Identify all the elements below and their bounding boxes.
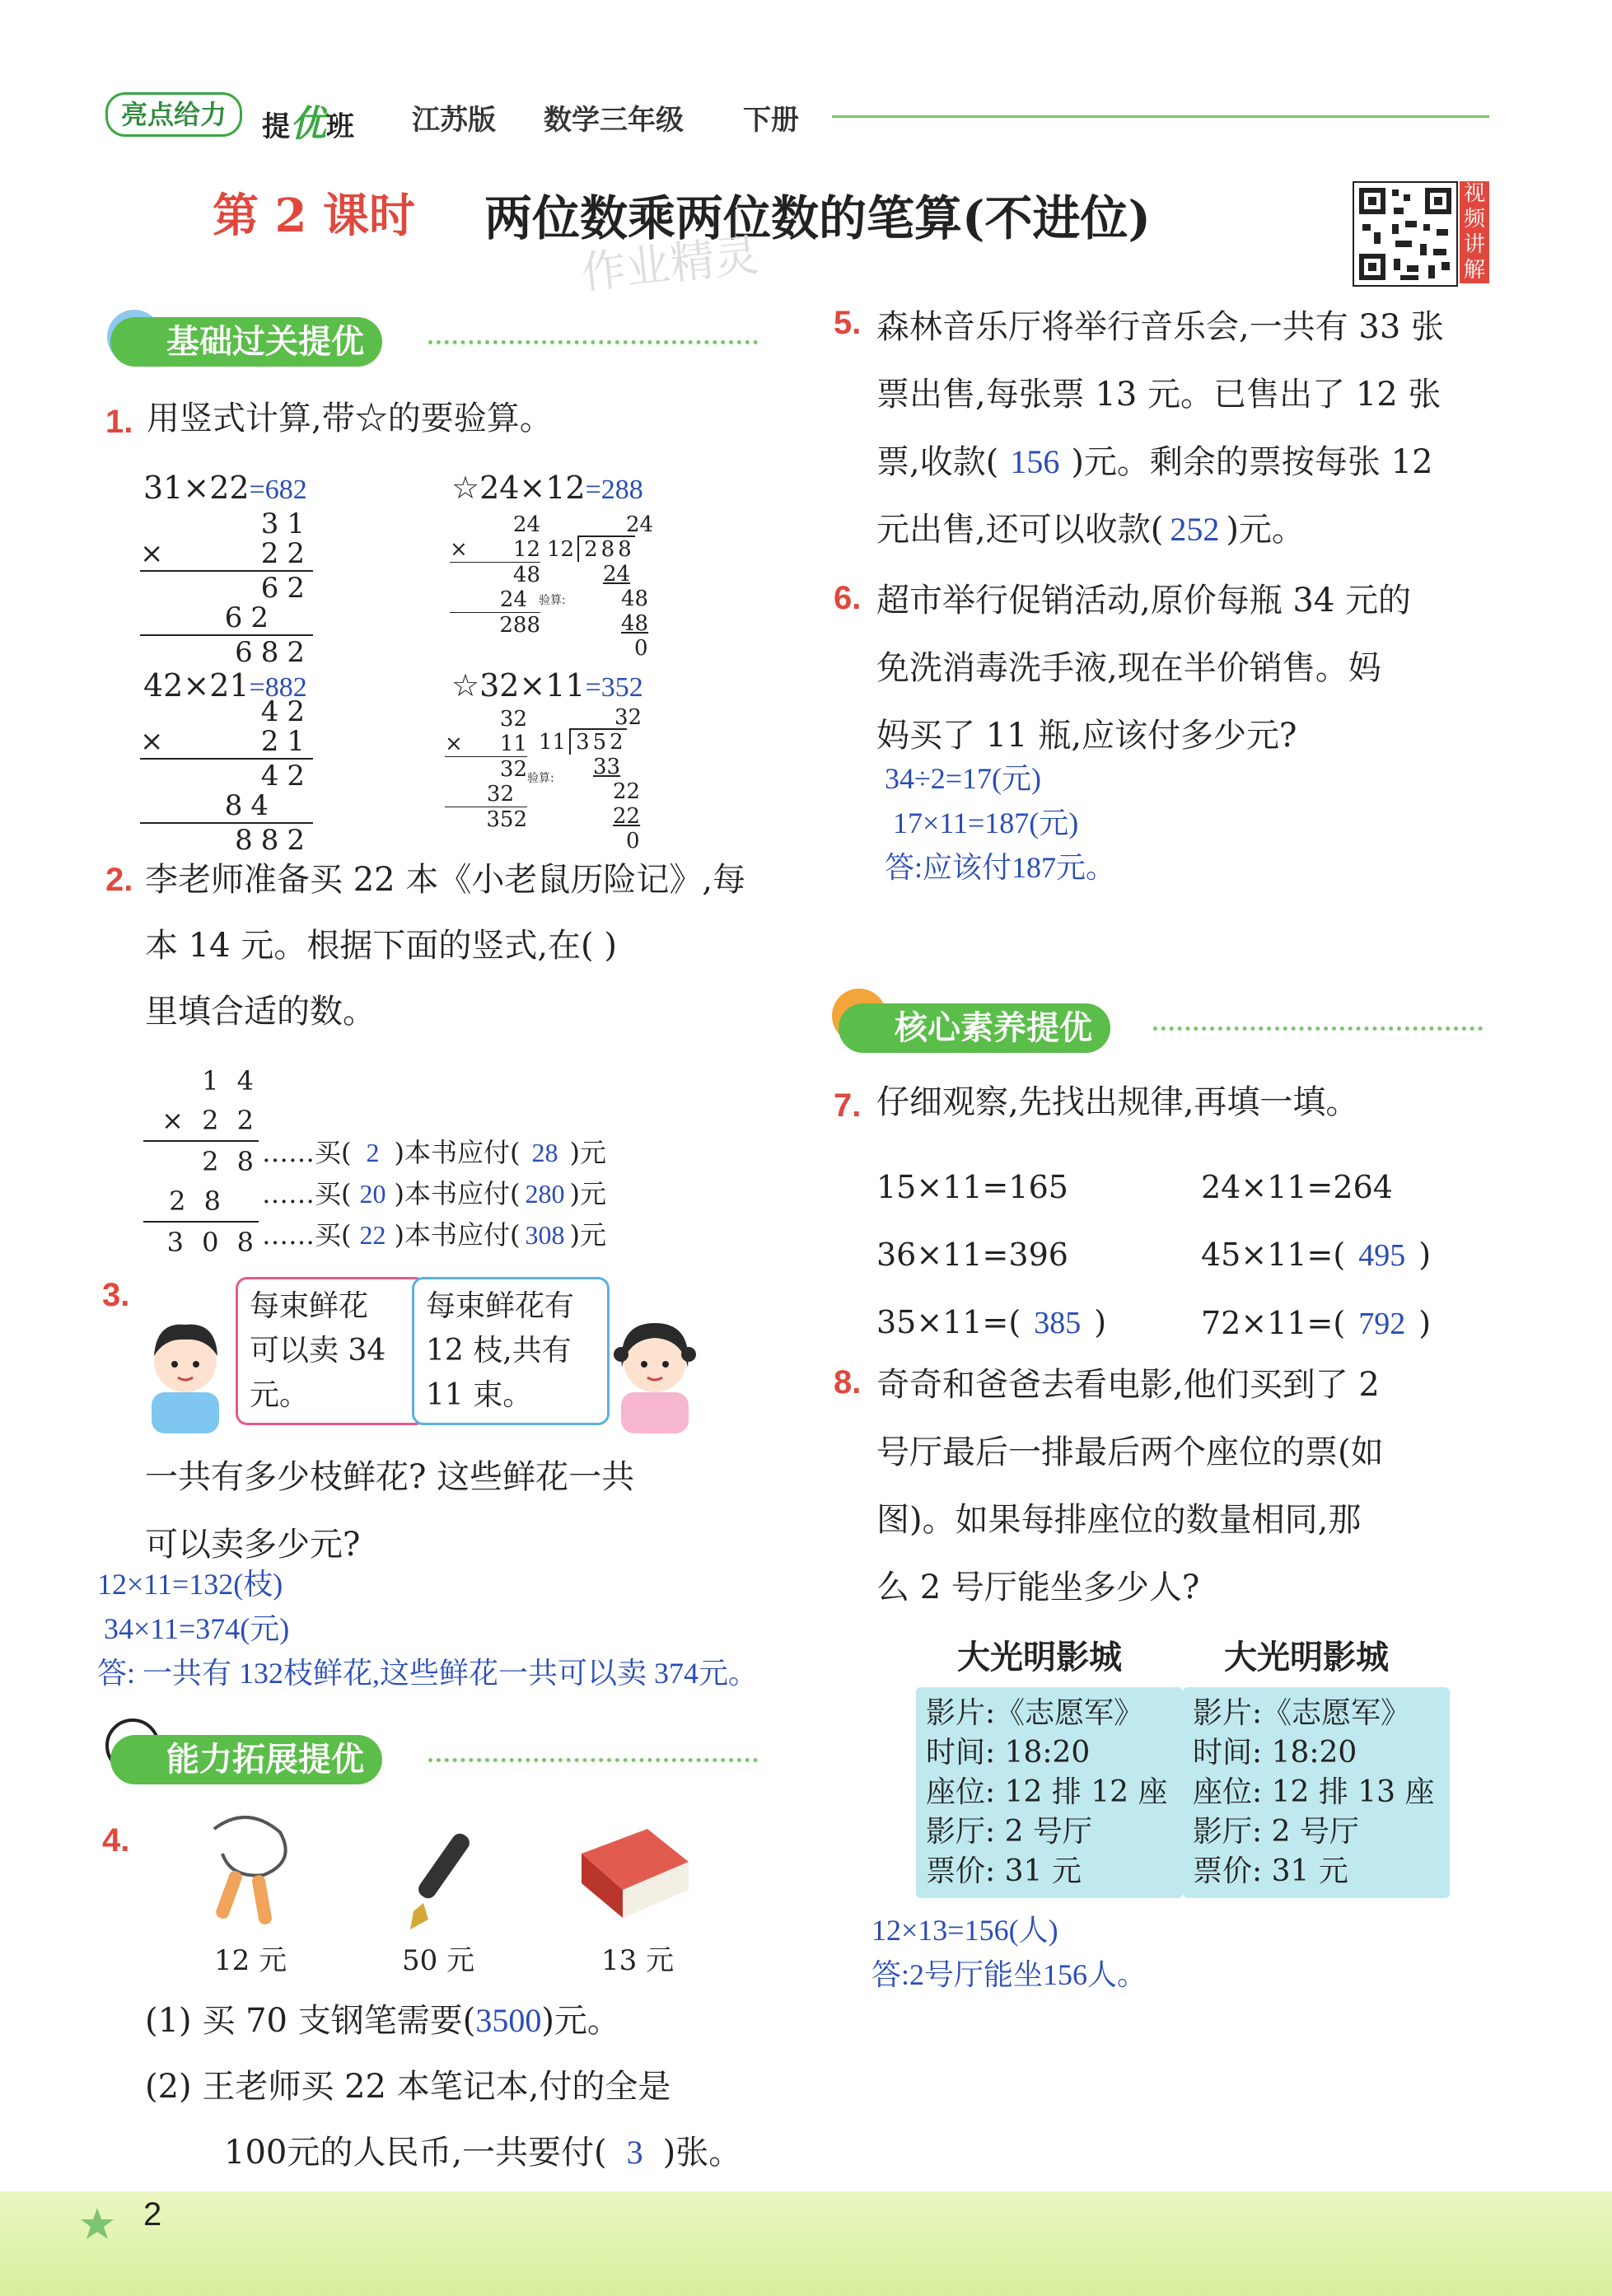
bubble-left: 每束鲜花 可以卖 34 元。 (236, 1277, 427, 1425)
brand-logo: 亮点给力 (105, 92, 242, 137)
lesson-number: 第 2 课时 (213, 189, 415, 243)
section-divider (428, 1758, 758, 1762)
lesson-title: 两位数乘两位数的笔算(不进位) (484, 190, 1151, 246)
q1d-division: 32 11 352 33 22 22 0 (539, 705, 642, 853)
q5-number: 5. (834, 305, 862, 341)
q1-text: 用竖式计算,带☆的要验算。 (147, 400, 553, 437)
q1b-division: 24 12 288 24 48 48 0 (547, 512, 654, 661)
price-rope: 12 元 (214, 1944, 287, 1977)
edition-label: 江苏版 (412, 104, 496, 137)
q4-part1: (1) 买 70 支钢笔需要(3500)元。 (145, 2002, 620, 2040)
section-core-banner: 核心素养提优 (839, 1003, 1110, 1053)
q6-text: 超市举行促销活动,原价每瓶 34 元的 免洗消毒洗手液,现在半价销售。妈 妈买了 11 瓶,应该付多少元? (876, 582, 1412, 755)
q3-work: 12×11=132(枝) 34×11=374(元) 答: 一共有 132枝鲜花,这些鲜花一共可以卖 374元。 (97, 1568, 759, 1690)
q2-fill-row: ……买( 2 )本书应付( 28 )元 (262, 1137, 606, 1168)
q1c-expr: 42×21=882 (143, 667, 307, 704)
fountain-pen-icon (395, 1829, 486, 1936)
watermark: 作业精灵 (578, 230, 762, 299)
qr-code[interactable] (1353, 181, 1458, 287)
q8-number: 8. (834, 1364, 862, 1401)
q2-fill-lines (262, 1132, 606, 1256)
q2-text: 李老师准备买 22 本《小老鼠历险记》,每 本 14 元。根据下面的竖式,在( ) 里填合适的数。 (145, 861, 746, 1031)
price-notebook: 13 元 (601, 1944, 675, 1977)
subject-label: 数学三年级 (544, 104, 684, 137)
q1b-vertical: 24 × 12 48 24 288 (450, 512, 540, 638)
section-divider (428, 340, 758, 344)
q7-eq-col1: 15×11=165 36×11=396 35×11=( 385 ) (876, 1169, 1107, 1340)
q5-text: 森林音乐厅将举行音乐会,一共有 33 张 票出售,每张票 13 元。已售出了 12 张 票,收款( 156 )元。剩余的票按每张 12 元出售,还可以收款( 252 )元。 (876, 308, 1445, 549)
notebook-icon (573, 1821, 697, 1928)
section-extend-banner: 能力拓展提优 (110, 1735, 382, 1784)
q1a-expr: 31×22=682 (143, 470, 307, 506)
star-icon (79, 2206, 115, 2242)
q8-work: 12×13=156(人) 答:2号厅能坐156人。 (871, 1914, 1147, 1991)
jump-rope-icon (198, 1812, 297, 1928)
page-number: 2 (143, 2196, 162, 2233)
q1d-expr: ☆32×11=352 (451, 667, 643, 704)
q1b-expr: ☆24×12=288 (451, 470, 643, 506)
bubble-right: 每束鲜花有 12 枝,共有 11 束。 (412, 1277, 610, 1425)
q2-number: 2. (105, 862, 133, 898)
ticket-2: 影片:《志愿军》 时间: 18:20 座位: 12 排 13 座 影厅: 2 号厅 票价: 31 元 (1183, 1687, 1450, 1898)
q1-number: 1. (105, 404, 133, 440)
ticket1-cinema: 大光明影城 (957, 1639, 1122, 1676)
q4-part2-line2: 100元的人民币,一共要付( 3 )张。 (224, 2134, 742, 2172)
q6-number: 6. (834, 580, 862, 616)
q1a-vertical: 31 × 22 62 62 682 (140, 507, 313, 669)
q8-text: 奇奇和爸爸去看电影,他们买到了 2 号厅最后一排最后两个座位的票(如 图)。如果每排座位的数量相同,那 么 2 号厅能坐多少人? (876, 1366, 1384, 1606)
q4-part2-line1: (2) 王老师买 22 本笔记本,付的全是 (145, 2068, 671, 2106)
q7-eq-col2: 24×11=264 45×11=( 495 ) 72×11=( 792 ) (1201, 1169, 1432, 1341)
q2-vertical: 1 4 × 2 2 2 8 2 8 3 0 8 (143, 1061, 259, 1262)
q6-work: 34÷2=17(元) 17×11=187(元) 答:应该付187元。 (885, 762, 1116, 884)
brand-subtitle: 提优班 (262, 103, 354, 145)
volume-label: 下册 (743, 104, 799, 137)
girl-icon (610, 1310, 700, 1433)
boy-icon (140, 1310, 231, 1433)
price-pen: 50 元 (402, 1944, 475, 1977)
q2-fill-row: ……买( 20 )本书应付( 280 )元 (262, 1178, 606, 1209)
q1b-check-label: 验算: (539, 594, 566, 607)
q4-number: 4. (102, 1822, 130, 1859)
video-tag[interactable]: 视 频 讲 解 (1460, 181, 1489, 283)
ticket-1: 影片:《志愿军》 时间: 18:20 座位: 12 排 12 座 影厅: 2 号厅 票价: 31 元 (916, 1687, 1183, 1898)
section-basic-banner: 基础过关提优 (110, 317, 382, 367)
q7-number: 7. (834, 1087, 862, 1124)
ticket2-cinema: 大光明影城 (1224, 1639, 1389, 1676)
q3-number: 3. (102, 1277, 130, 1313)
q2-fill-row: ……买( 22 )本书应付( 308 )元 (262, 1219, 606, 1251)
q1d-check-label: 验算: (527, 772, 554, 785)
q1d-vertical: 32 × 11 32 32 352 (445, 707, 527, 832)
section-divider (1153, 1026, 1483, 1031)
q1c-vertical: 42 × 21 42 84 882 (140, 695, 313, 857)
q3-question: 一共有多少枝鲜花? 这些鲜花一共 可以卖多少元? (145, 1458, 635, 1564)
header-rule (832, 115, 1489, 118)
footer-wave (0, 2191, 1612, 2296)
q7-text: 仔细观察,先找出规律,再填一填。 (876, 1083, 1359, 1121)
